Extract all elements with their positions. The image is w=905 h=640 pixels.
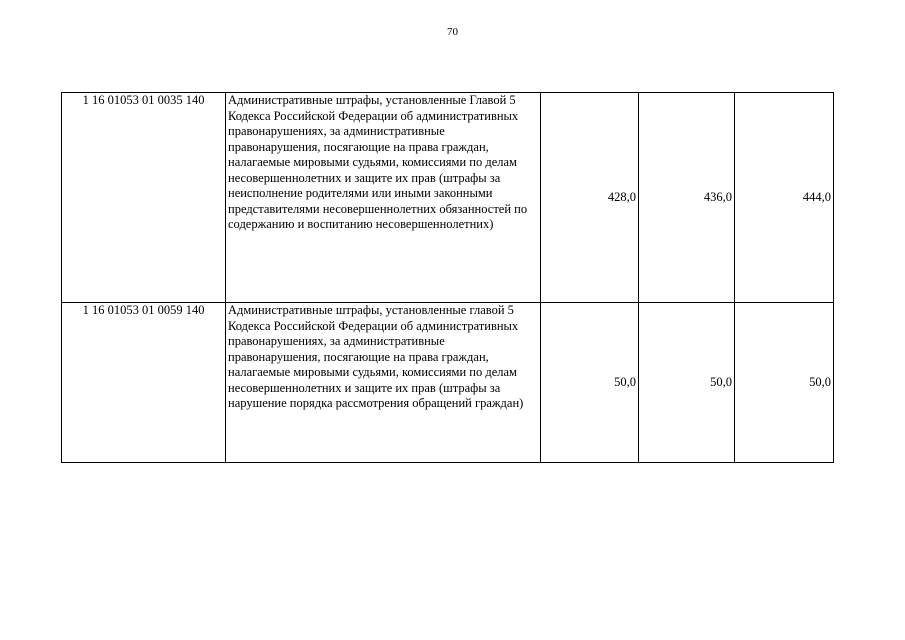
revenue-name-text: Административные штрафы, установленные главой 5 Кодекса Российской Федерации об административных правонарушениях, за административные правонарушения, посягающие на права граждан, налагаемые мировыми судьями, комиссиями по делам несовершеннолетних и защите их прав (штрафы за нарушение порядка рассмотрения обращений граждан) [228,303,524,410]
budget-classification-code: 1 16 01053 01 0059 140 [62,303,226,463]
amount-year-3: 50,0 [735,303,834,463]
revenue-name [226,93,541,303]
revenue-name [226,303,541,463]
revenue-name-text: Административные штрафы, установленные Главой 5 Кодекса Российской Федерации об административных правонарушениях, за административные правонарушения, посягающие на права граждан, налагаемые мировыми судьями, комиссиями по делам несовершеннолетних и защите их прав (штрафы за неисполнение родителями или иными законными представителями несовершеннолетних обязанностей по содержанию и воспитанию несовершеннолетних) [228,93,528,231]
table-row [62,93,834,303]
amount-year-1: 428,0 [541,93,639,303]
budget-classification-code: 1 16 01053 01 0035 140 [62,93,226,303]
page-number: 70 [447,26,458,38]
amount-year-2: 50,0 [639,303,735,463]
budget-revenue-table [61,92,834,463]
amount-year-1: 50,0 [541,303,639,463]
amount-year-2: 436,0 [639,93,735,303]
amount-year-3: 444,0 [735,93,834,303]
table-row [62,303,834,463]
